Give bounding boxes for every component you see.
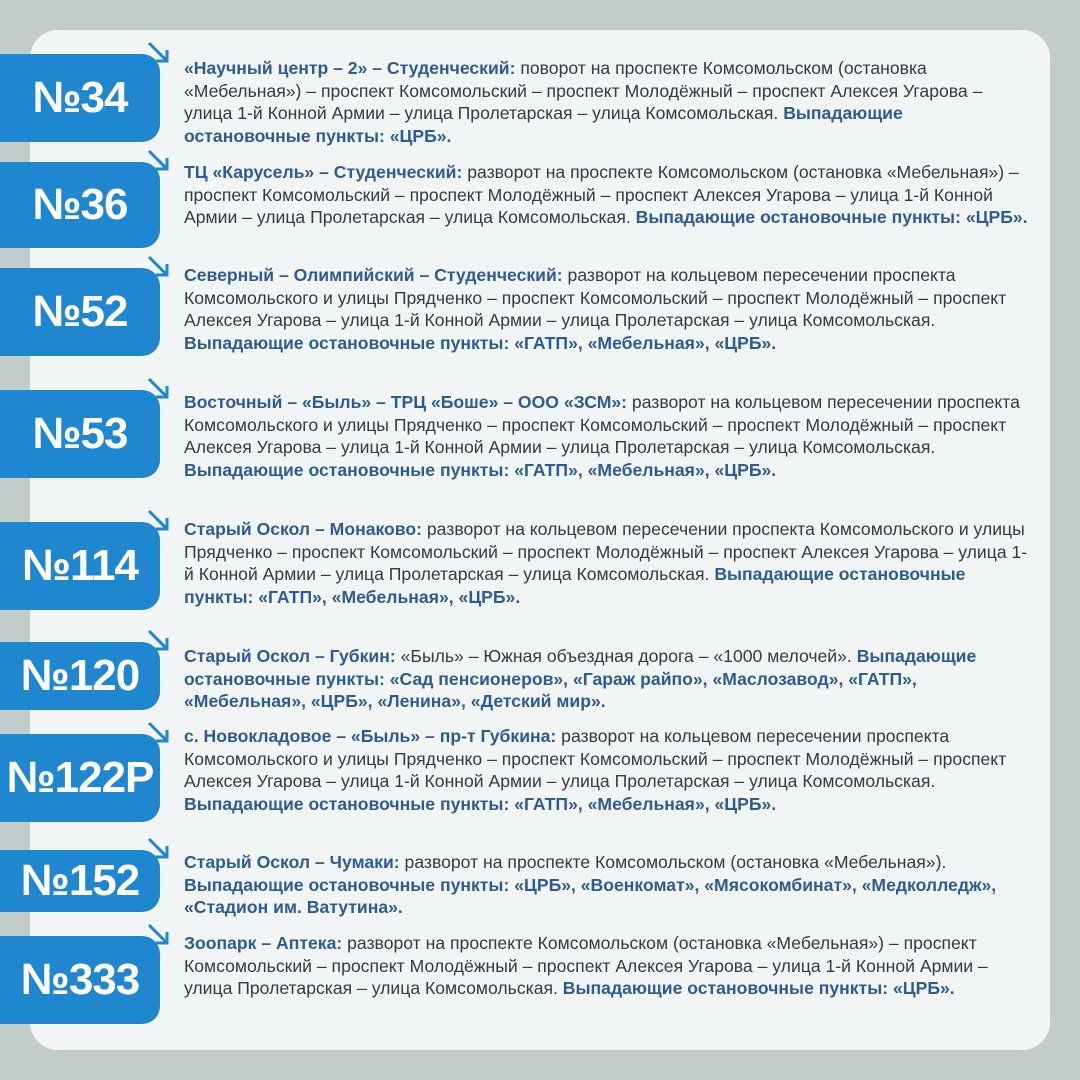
route-description: [184, 932, 1034, 1000]
dropped-stops: Выпадающие остановочные пункты: «Сад пенсионеров», «Гараж райпо», «Маслозавод», «ГАТП», «Мебельная», «ЦРБ», «Ленина», «Детский мир».: [184, 646, 977, 712]
arrow-icon: [146, 254, 174, 282]
route-description: [184, 518, 1034, 609]
dropped-stops: Выпадающие остановочные пункты: «ЦРБ», «Военкомат», «Мясокомбинат», «Медколледж», «Стадион им. Ватутина».: [184, 874, 997, 918]
route-title: Северный – Олимпийский – Студенческий:: [184, 265, 563, 285]
route-title: ТЦ «Карусель» – Студенческий:: [184, 162, 463, 182]
dropped-stops: Выпадающие остановочные пункты: «ГАТП», «Мебельная», «ЦРБ».: [184, 564, 966, 608]
route-number-badge: №52: [0, 268, 160, 356]
route-number-badge: №53: [0, 390, 160, 478]
arrow-icon: [146, 508, 174, 536]
route-number-badge: №36: [0, 162, 160, 248]
route-number-badge: №152: [0, 850, 160, 912]
dropped-stops: Выпадающие остановочные пункты: «ЦРБ».: [562, 978, 955, 999]
route-path: разворот на кольцевом пересечении проспекта Комсомольского и улицы Прядченко – проспект Комсомольский – проспект Молодёжный – проспект Алексея Угарова – улица 1-й Конной Армии – улица Пролетарская – улица Комсомольская.: [184, 519, 1028, 585]
route-title: Восточный – «Быль» – ТРЦ «Боше» – ООО «ЗСМ»:: [184, 392, 628, 412]
dropped-stops: Выпадающие остановочные пункты: «ГАТП», «Мебельная», «ЦРБ».: [184, 333, 777, 354]
route-path: разворот на кольцевом пересечении проспекта Комсомольского и улицы Прядченко – проспект Комсомольский – проспект Молодёжный – проспект Алексея Угарова – улица 1-й Конной Армии – улица Пролетарская – улица Комсомольская.: [184, 265, 1007, 331]
route-title: Старый Оскол – Чумаки:: [184, 852, 400, 872]
route-number-badge: №34: [0, 54, 160, 142]
route-description: [184, 57, 1034, 148]
route-path: разворот на кольцевом пересечении проспекта Комсомольского и улицы Прядченко – проспект Комсомольский – проспект Молодёжный – проспект Алексея Угарова – улица 1-й Конной Армии – улица Пролетарская – улица Комсомольская.: [184, 726, 1007, 792]
dropped-stops: Выпадающие остановочные пункты: «ЦРБ».: [184, 103, 903, 147]
route-title: Старый Оскол – Монаково:: [184, 519, 422, 539]
route-title: Зоопарк – Аптека:: [184, 933, 343, 953]
route-path: разворот на кольцевом пересечении проспекта Комсомольского и улицы Прядченко – проспект Комсомольский – проспект Молодёжный – проспект Алексея Угарова – улица 1-й Конной Армии – улица Пролетарская – улица Комсомольская.: [184, 392, 1020, 458]
route-path: «Быль» – Южная объездная дорога – «1000 мелочей».: [395, 646, 857, 666]
route-description: [184, 264, 1034, 355]
route-number-badge: №333: [0, 936, 160, 1024]
route-description: [184, 645, 1034, 713]
route-path: разворот на проспекте Комсомольском (остановка «Мебельная») – проспект Комсомольский – проспект Молодёжный – проспект Алексея Угарова – улица 1-й Конной Армии – улица Пролетарская – улица Комсомольская.: [184, 162, 1019, 228]
route-title: «Научный центр – 2» – Студенческий:: [184, 58, 516, 78]
route-path: поворот на проспекте Комсомольском (остановка «Мебельная») – проспект Комсомольский – проспект Молодёжный – проспект Алексея Угарова – улица 1-й Конной Армии – улица Пролетарская – улица Комсомольская.: [184, 58, 983, 124]
route-description: [184, 391, 1034, 482]
arrow-icon: [146, 376, 174, 404]
arrow-icon: [146, 148, 174, 176]
arrow-icon: [146, 720, 174, 748]
arrow-icon: [146, 40, 174, 68]
route-number-badge: №114: [0, 522, 160, 610]
route-path: разворот на проспекте Комсомольском (остановка «Мебельная»).: [399, 852, 947, 872]
route-title: Старый Оскол – Губкин:: [184, 646, 396, 666]
route-description: [184, 161, 1034, 229]
dropped-stops: Выпадающие остановочные пункты: «ЦРБ».: [635, 207, 1028, 228]
route-path: разворот на проспекте Комсомольском (остановка «Мебельная») – проспект Комсомольский – проспект Молодёжный – проспект Алексея Угарова – улица 1-й Конной Армии – улица Пролетарская – улица Комсомольская.: [184, 933, 988, 999]
route-description: [184, 851, 1034, 919]
route-description: [184, 725, 1034, 816]
dropped-stops: Выпадающие остановочные пункты: «ГАТП», «Мебельная», «ЦРБ».: [184, 460, 777, 481]
route-title: с. Новокладовое – «Быль» – пр-т Губкина:: [184, 726, 557, 746]
arrow-icon: [146, 922, 174, 950]
arrow-icon: [146, 628, 174, 656]
route-number-badge: №120: [0, 642, 160, 710]
dropped-stops: Выпадающие остановочные пункты: «ГАТП», «Мебельная», «ЦРБ».: [184, 794, 777, 815]
route-number-badge: №122Р: [0, 734, 160, 822]
arrow-icon: [146, 836, 174, 864]
